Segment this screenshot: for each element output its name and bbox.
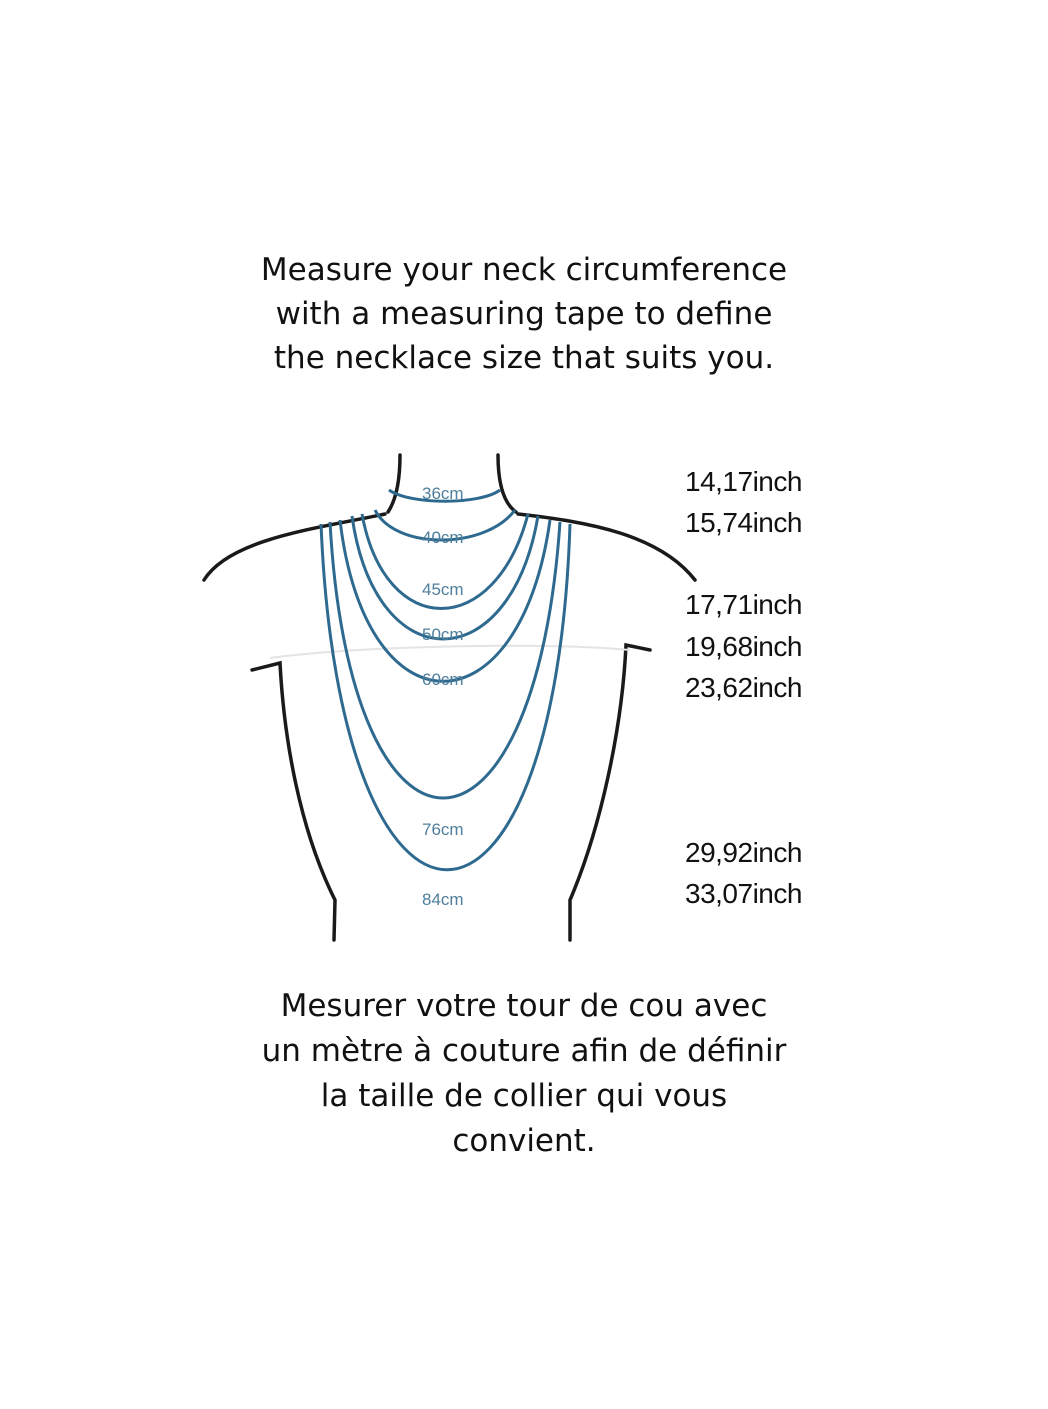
inch-label-84: 33,07inch bbox=[685, 878, 802, 909]
instructions-french-line: Mesurer votre tour de cou avec bbox=[280, 988, 768, 1024]
left-torso-line bbox=[252, 663, 335, 940]
inch-label-60: 23,62inch bbox=[685, 672, 802, 703]
instructions-french-line: un mètre à couture afin de définir bbox=[261, 1033, 787, 1069]
instructions-french bbox=[0, 984, 1048, 1164]
cm-label-60: 60cm bbox=[422, 670, 464, 689]
cm-label-45: 45cm bbox=[422, 580, 464, 599]
cm-label-76: 76cm bbox=[422, 820, 464, 839]
inch-label-40: 15,74inch bbox=[685, 507, 802, 538]
cm-labels bbox=[422, 484, 464, 909]
instructions-english-line: with a measuring tape to define bbox=[275, 296, 773, 332]
inch-label-36: 14,17inch bbox=[685, 466, 802, 497]
instructions-french-line: la taille de collier qui vous bbox=[320, 1078, 728, 1114]
cm-label-50: 50cm bbox=[422, 625, 464, 644]
right-torso-line bbox=[570, 645, 650, 940]
cm-label-36: 36cm bbox=[422, 484, 464, 503]
instructions-english-line: the necklace size that suits you. bbox=[273, 340, 775, 376]
cm-label-84: 84cm bbox=[422, 890, 464, 909]
inch-label-45: 17,71inch bbox=[685, 589, 802, 620]
instructions-english bbox=[0, 248, 1048, 380]
chest-guide-line bbox=[270, 646, 630, 658]
cm-label-40: 40cm bbox=[422, 528, 464, 547]
neck-left-line bbox=[388, 455, 400, 512]
inch-label-76: 29,92inch bbox=[685, 837, 802, 868]
instructions-french-line: convient. bbox=[452, 1123, 596, 1159]
instructions-english-line: Measure your neck circumference bbox=[260, 252, 788, 288]
inch-label-50: 19,68inch bbox=[685, 631, 802, 662]
neck-right-line bbox=[498, 455, 516, 512]
